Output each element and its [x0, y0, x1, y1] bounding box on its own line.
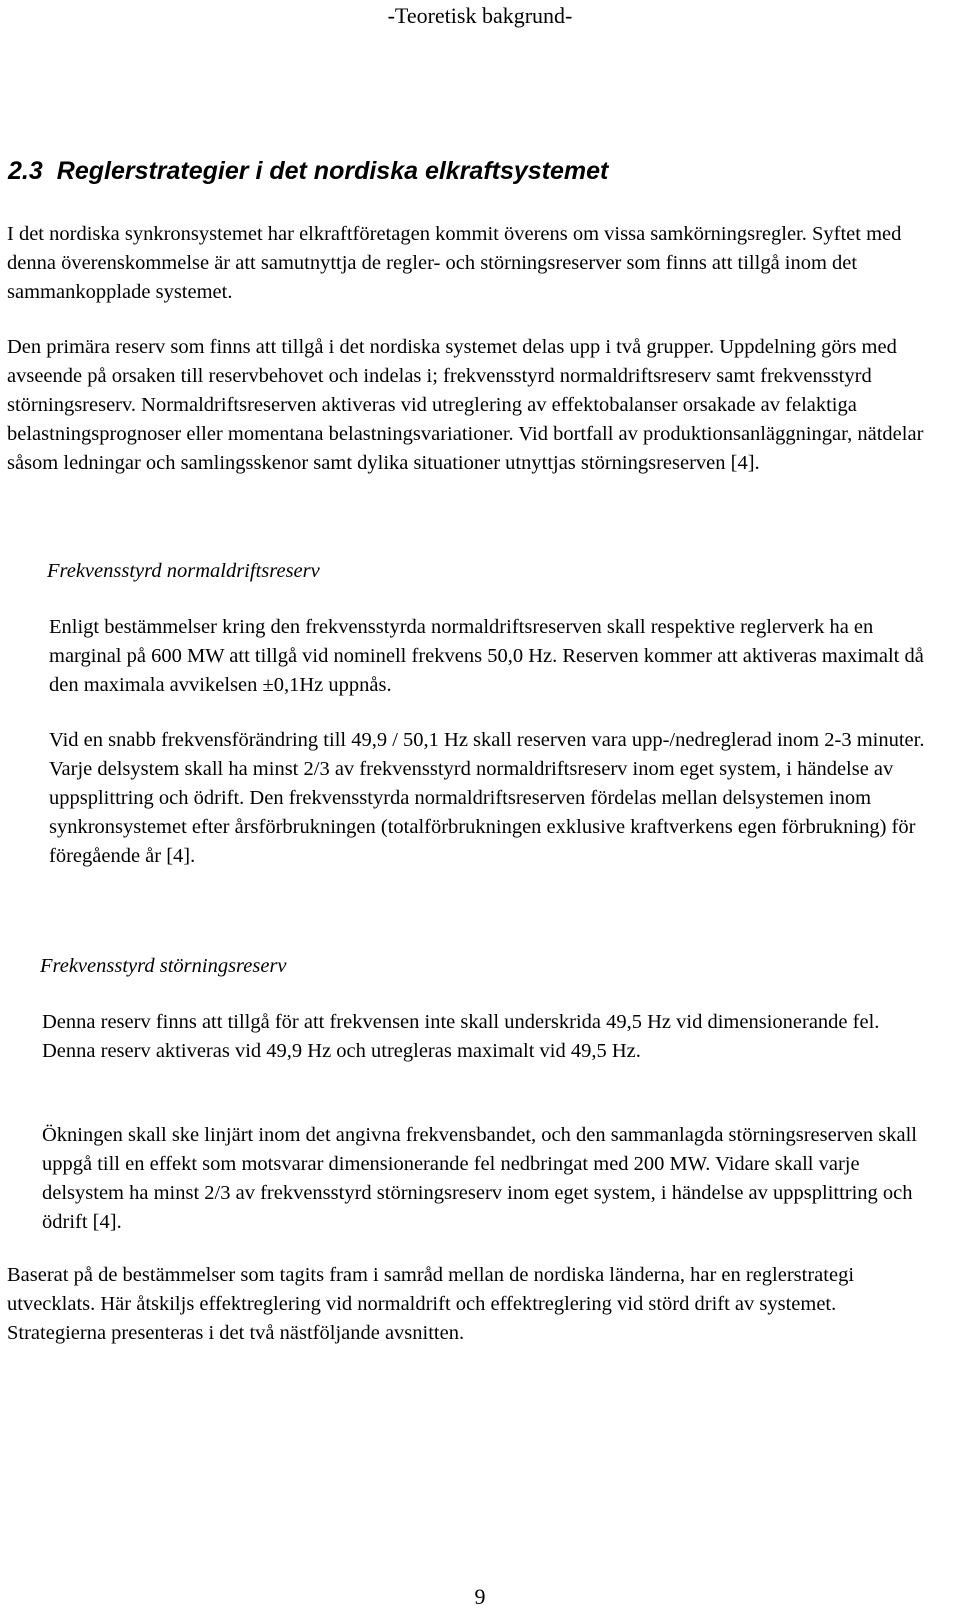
subheading-disturbance-reserve: Frekvensstyrd störningsreserv: [40, 955, 287, 977]
disturbance-reserve-paragraph-2: Ökningen skall ske linjärt inom det angivna frekvensbandet, och den sammanlagda störningsreserven skall uppgå till en effekt som motsvarar dimensionerande fel nedbringat med 200 MW. Vidare skall varje delsystem ha minst 2/3 av frekvensstyrd störningsreserv inom eget system, i händelse av uppsplittring och ödrift [4].: [42, 1124, 918, 1233]
normal-reserve-paragraph-2: Vid en snabb frekvensförändring till 49,9 / 50,1 Hz skall reserven vara upp-/nedreglerad inom 2-3 minuter. Varje delsystem skall ha minst 2/3 av frekvensstyrd normaldriftsreserv inom eget system, i händelse av uppsplittring och ödrift. Den frekvensstyrda normaldriftsreserven fördelas mellan delsystemen inom synkronsystemet efter årsförbrukningen (totalförbrukningen exklusive kraftverkens egen förbrukning) för föregående år [4].: [49, 729, 925, 867]
disturbance-reserve-paragraph-1: Denna reserv finns att tillgå för att frekvensen inte skall underskrida 49,5 Hz vid dimensionerande fel. Denna reserv aktiveras vid 49,9 Hz och utregleras maximalt vid 49,5 Hz.: [42, 1011, 880, 1062]
intro-paragraph: I det nordiska synkronsystemet har elkraftföretagen kommit överens om vissa samkörningsregler. Syftet med denna överenskommelse är att samutnyttja de regler- och störningsreserver som finns att tillgå inom det sammankopplade systemet.: [7, 223, 902, 303]
section-number: 2.3: [8, 157, 43, 185]
conclusion-paragraph: Baserat på de bestämmelser som tagits fram i samråd mellan de nordiska länderna, har en reglerstrategi utvecklats. Här åtskiljs effektreglering vid normaldrift och effektreglering vid störd drift av systemet. Strategierna presenteras i det två nästföljande avsnitten.: [7, 1264, 855, 1344]
subheading-normal-reserve: Frekvensstyrd normaldriftsreserv: [47, 560, 320, 582]
primary-reserve-paragraph: Den primära reserv som finns att tillgå i det nordiska systemet delas upp i två grupper. Uppdelning görs med avseende på orsaken till reservbehovet och indelas i; frekvensstyrd normaldriftsreserv samt frekvensstyrd störningsreserv. Normaldriftsreserven aktiveras vid utreglering av effektobalanser orsakade av felaktiga belastningsprognoser eller momentana belastningsvariationer. Vid bortfall av produktionsanläggningar, nätdelar såsom ledningar och samlingsskenor samt dylika situationer utnyttjas störningsreserven [4].: [7, 336, 924, 474]
normal-reserve-paragraph-1: Enligt bestämmelser kring den frekvensstyrda normaldriftsreserven skall respektive reglerverk ha en marginal på 600 MW att tillgå vid nominell frekvens 50,0 Hz. Reserven kommer att aktiveras maximalt då den maximala avvikelsen ±0,1Hz uppnås.: [49, 616, 924, 696]
section-heading: [8, 156, 608, 186]
running-header: -Teoretisk bakgrund-: [387, 3, 573, 28]
section-title: Reglerstrategier i det nordiska elkraftsystemet: [56, 157, 609, 185]
page-number: 9: [474, 1584, 486, 1609]
